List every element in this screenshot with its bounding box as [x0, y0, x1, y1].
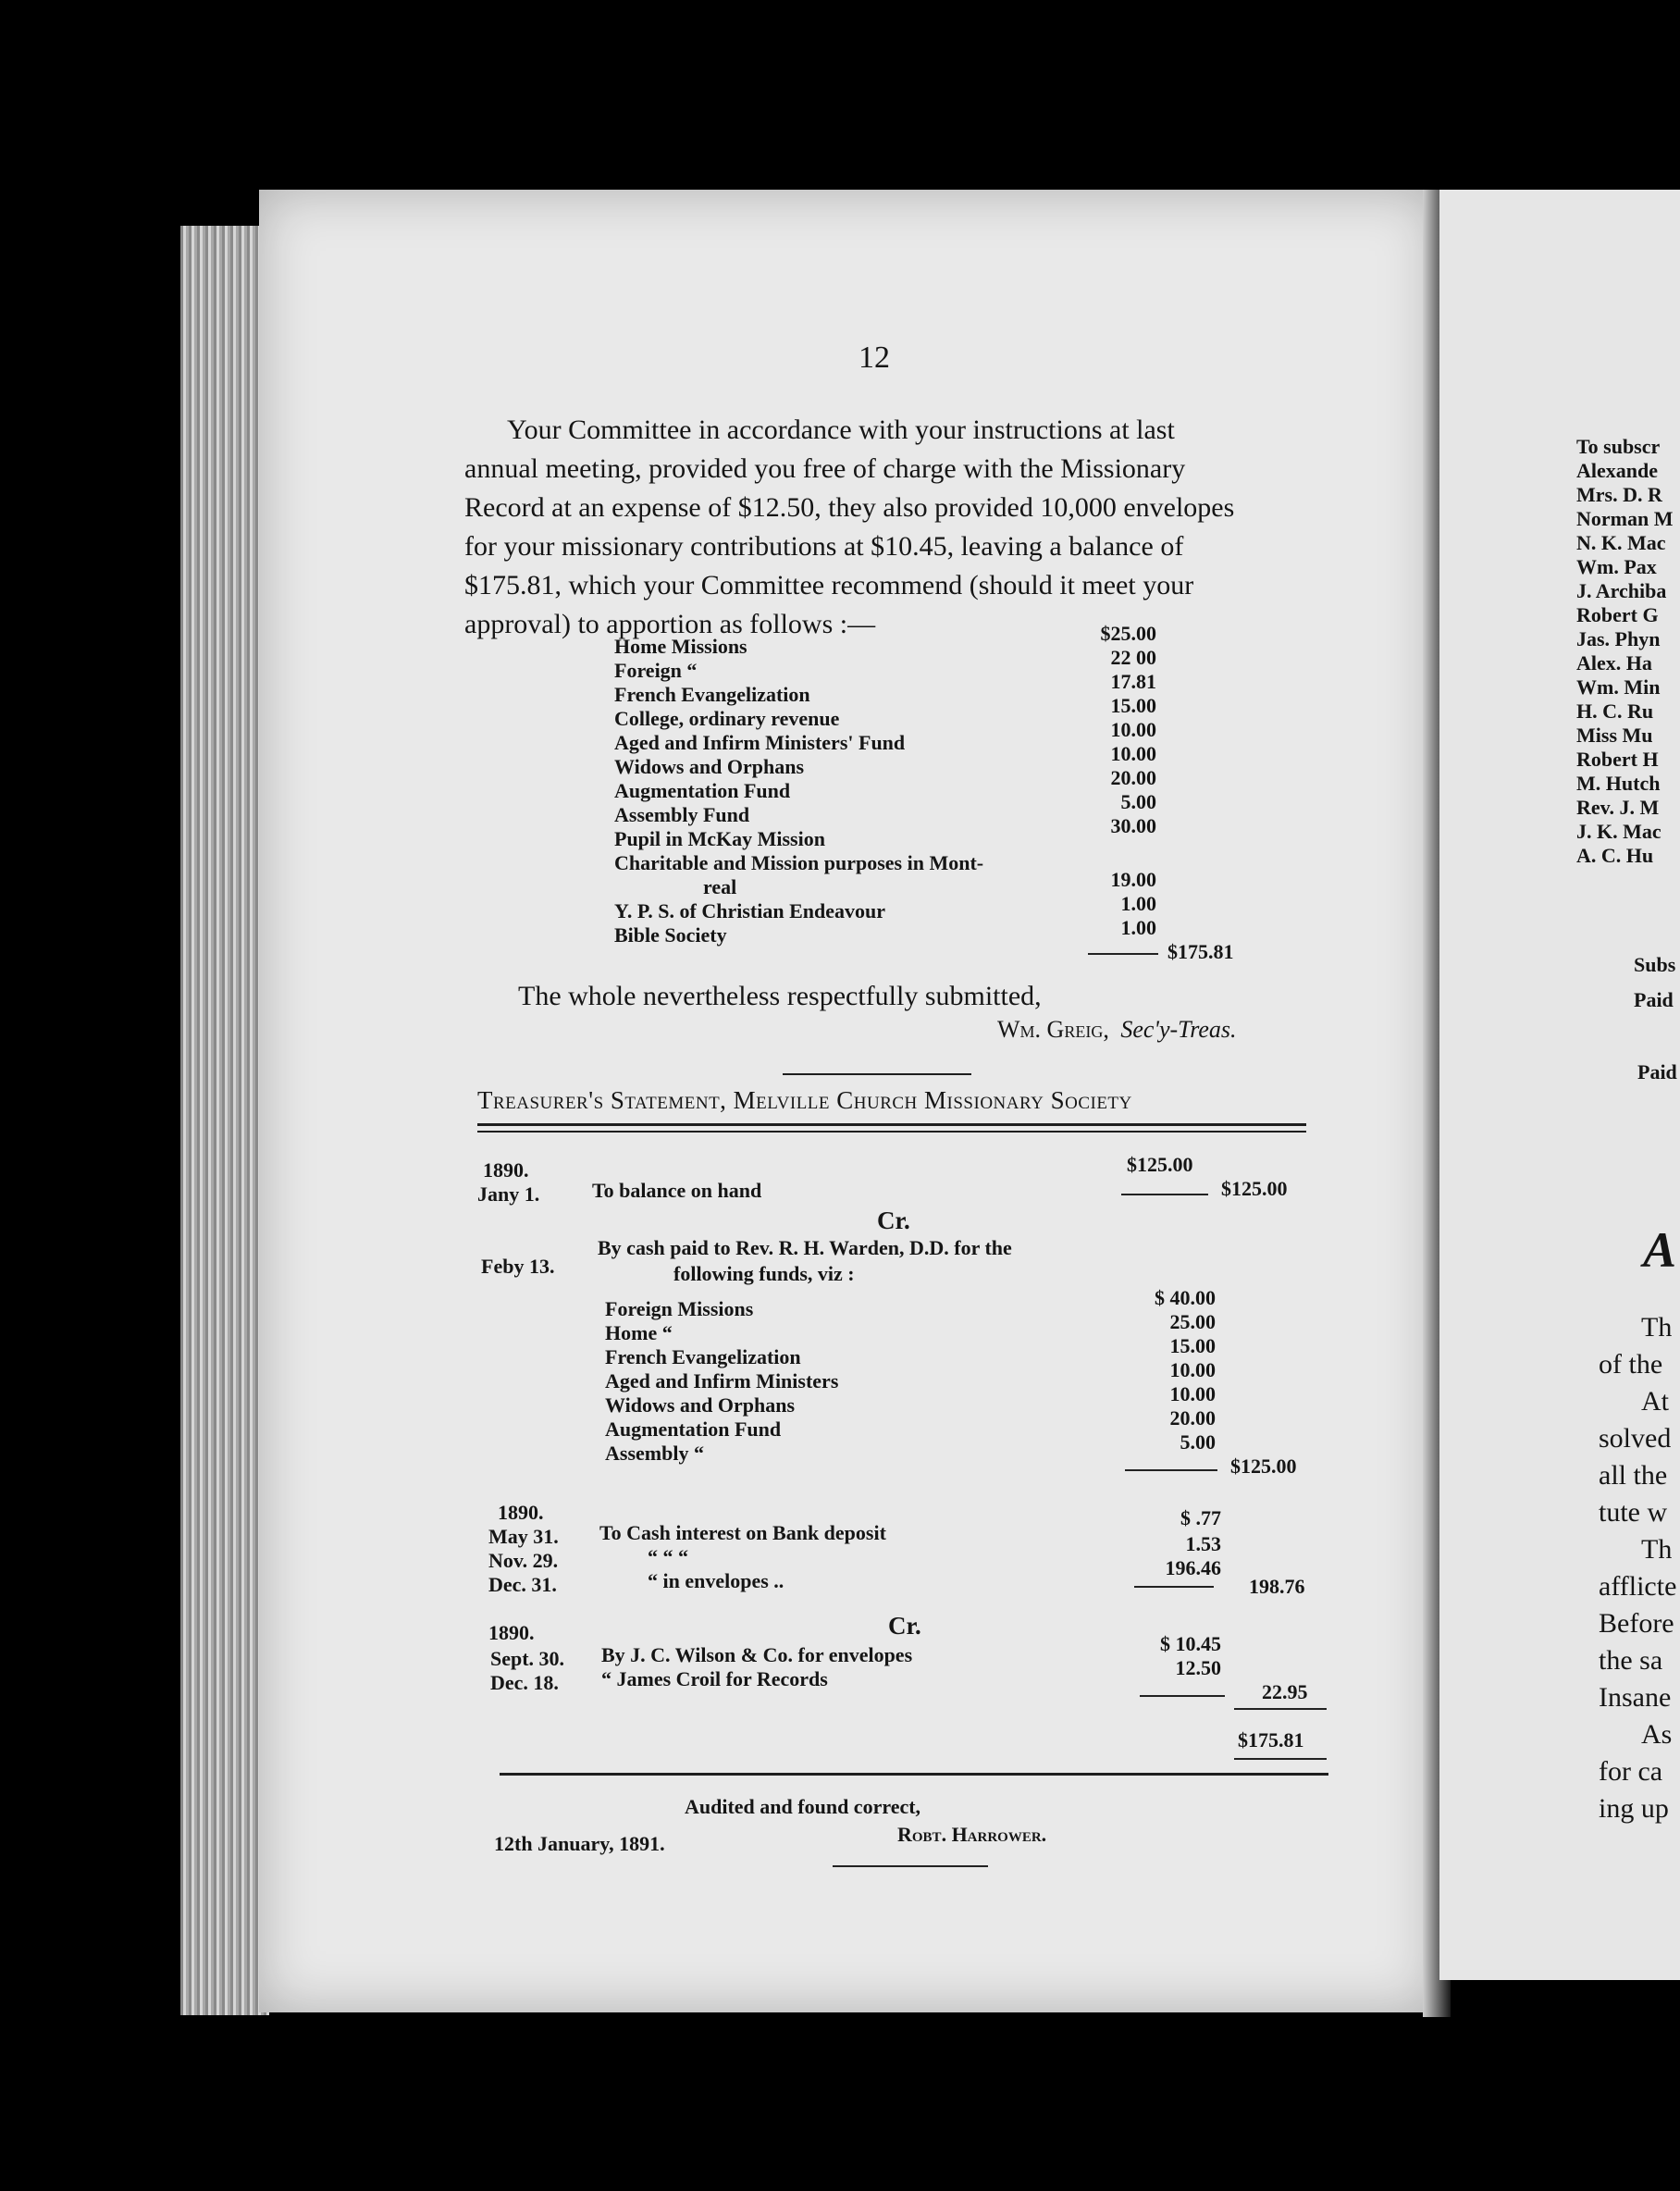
- signature-name: Wm. Greig,: [997, 1016, 1109, 1043]
- apportion-amount: 1.00: [1120, 916, 1156, 939]
- right-para-line: Th: [1641, 1312, 1673, 1343]
- interest-date: May 31.: [488, 1525, 559, 1548]
- opening-amount: $125.00: [1127, 1153, 1193, 1176]
- interest-date: Nov. 29.: [488, 1549, 559, 1572]
- intro-line-3: Record at an expense of $12.50, they also provided 10,000 envelopes: [464, 492, 1235, 523]
- apportion-label: Charitable and Mission purposes in Mont-: [614, 851, 984, 874]
- opening-total: $125.00: [1221, 1177, 1288, 1200]
- apportion-label: Augmentation Fund: [614, 779, 791, 802]
- right-subs: Subs: [1634, 953, 1676, 976]
- signature-title: Sec'y-Treas.: [1120, 1016, 1237, 1043]
- audit-rule: [500, 1773, 1328, 1776]
- interest-amount: 1.53: [1185, 1532, 1221, 1555]
- apportion-amount: 17.81: [1110, 670, 1156, 693]
- title-rule-1: [477, 1123, 1306, 1126]
- apportion-amount: 1.00: [1120, 892, 1156, 915]
- intro-line-1: Your Committee in accordance with your instructions at last: [507, 415, 1175, 445]
- expense-cr: Cr.: [888, 1612, 921, 1640]
- intro-line-5: $175.81, which your Committee recommend (should it meet your: [464, 570, 1194, 600]
- right-para-line: all the: [1599, 1460, 1668, 1491]
- intro-line-6: approval) to apportion as follows :—: [464, 609, 876, 639]
- right-line: Norman M: [1576, 507, 1674, 530]
- right-line: H. C. Ru: [1576, 699, 1654, 723]
- apportion-label: Foreign “: [614, 659, 698, 682]
- apportion-label: Pupil in McKay Mission: [614, 827, 825, 850]
- expense-total: 22.95: [1262, 1680, 1308, 1703]
- right-line: A. C. Hu: [1576, 844, 1654, 867]
- payment-text-2: following funds, viz :: [673, 1262, 855, 1285]
- apportion-amount: 30.00: [1110, 814, 1156, 837]
- right-line: M. Hutch: [1576, 772, 1661, 795]
- right-line: Mrs. D. R: [1576, 483, 1662, 506]
- closing-line: The whole nevertheless respectfully submitted,: [518, 981, 1042, 1011]
- right-line: Rev. J. M: [1576, 796, 1660, 819]
- right-paid: Paid: [1637, 1060, 1677, 1083]
- section-divider: [783, 1073, 971, 1075]
- interest-date: Dec. 31.: [488, 1573, 557, 1596]
- title-rule-2: [477, 1131, 1306, 1133]
- opening-year: 1890.: [483, 1158, 529, 1182]
- apportion-label: Y. P. S. of Christian Endeavour: [614, 899, 885, 922]
- fund-amount: 25.00: [1169, 1310, 1216, 1333]
- sum-rule: [1140, 1695, 1225, 1697]
- right-line: J. K. Mac: [1576, 820, 1661, 843]
- interest-amount: 196.46: [1165, 1556, 1221, 1579]
- fund-amount: 5.00: [1180, 1430, 1216, 1454]
- apportion-label: French Evangelization: [614, 683, 810, 706]
- fund-label: Widows and Orphans: [605, 1393, 796, 1417]
- balance-rule-top: [1234, 1708, 1327, 1710]
- right-para-line: Before: [1599, 1608, 1674, 1639]
- interest-amount: $ .77: [1180, 1506, 1221, 1529]
- right-line: Robert G: [1576, 603, 1659, 626]
- sum-rule: [1125, 1469, 1217, 1471]
- final-balance: $175.81: [1238, 1728, 1304, 1752]
- audit-text: Audited and found correct,: [685, 1795, 921, 1818]
- apportion-amount: 20.00: [1110, 766, 1156, 789]
- right-para-line: ing up: [1599, 1793, 1669, 1824]
- right-para-line: afflicte: [1599, 1571, 1677, 1602]
- right-paid: Paid: [1634, 988, 1674, 1011]
- right-line: J. Archiba: [1576, 579, 1667, 602]
- sum-rule: [1088, 953, 1158, 955]
- signature: [997, 1016, 1237, 1044]
- apportion-amount: 5.00: [1120, 790, 1156, 813]
- fund-amount: $ 40.00: [1155, 1286, 1216, 1309]
- apportion-amount: $25.00: [1100, 622, 1156, 645]
- fund-amount: 10.00: [1169, 1358, 1216, 1381]
- cr-heading: Cr.: [877, 1207, 910, 1234]
- page-number: 12: [859, 340, 890, 375]
- audit-underline: [833, 1865, 988, 1867]
- statement-title: Treasurer's Statement, Melville Church Missionary Society: [477, 1086, 1132, 1114]
- apportion-label: Bible Society: [614, 923, 727, 947]
- right-line: Jas. Phyn: [1576, 627, 1661, 650]
- fund-amount: 15.00: [1169, 1334, 1216, 1357]
- fund-label: Assembly “: [605, 1442, 704, 1465]
- apportion-amount: 15.00: [1110, 694, 1156, 717]
- opening-date: Jany 1.: [477, 1182, 540, 1206]
- apportion-amount: 19.00: [1110, 868, 1156, 891]
- fund-label: French Evangelization: [605, 1345, 801, 1368]
- interest-text: To Cash interest on Bank deposit: [599, 1521, 886, 1544]
- apportion-label: College, ordinary revenue: [614, 707, 840, 730]
- expense-amount: $ 10.45: [1160, 1632, 1221, 1655]
- right-para-line: of the: [1599, 1349, 1663, 1380]
- interest-year: 1890.: [498, 1501, 544, 1524]
- apportion-label: Home Missions: [614, 635, 747, 658]
- apportion-label: Aged and Infirm Ministers' Fund: [614, 731, 906, 754]
- payment-text-1: By cash paid to Rev. R. H. Warden, D.D. for the: [598, 1236, 1012, 1259]
- expense-date: Sept. 30.: [490, 1647, 565, 1670]
- right-line: N. K. Mac: [1576, 531, 1666, 554]
- apportion-total: $175.81: [1167, 940, 1234, 963]
- right-line: Wm. Pax: [1576, 555, 1657, 578]
- right-para-line: Th: [1641, 1534, 1673, 1565]
- expense-text: “ James Croil for Records: [601, 1667, 828, 1690]
- sum-rule: [1121, 1194, 1208, 1195]
- interest-total: 198.76: [1249, 1575, 1305, 1598]
- right-line: To subscr: [1576, 435, 1661, 458]
- right-line: Wm. Min: [1576, 675, 1661, 699]
- interest-text: “ “ “: [648, 1545, 688, 1568]
- right-para-line: tute w: [1599, 1497, 1668, 1528]
- intro-line-4: for your missionary contributions at $10.45, leaving a balance of: [464, 531, 1184, 562]
- expense-text: By J. C. Wilson & Co. for envelopes: [601, 1643, 913, 1666]
- fund-label: Home “: [605, 1321, 673, 1344]
- apportion-label: real: [703, 875, 737, 898]
- right-para-line: As: [1641, 1719, 1673, 1750]
- apportion-label: Assembly Fund: [614, 803, 750, 826]
- sum-rule: [1134, 1586, 1214, 1588]
- payment-total: $125.00: [1230, 1454, 1297, 1478]
- right-para-line: Insane: [1599, 1682, 1672, 1713]
- expense-year: 1890.: [488, 1621, 535, 1644]
- page-edges: [180, 226, 269, 2015]
- apportion-amount: 10.00: [1110, 718, 1156, 741]
- right-line: Robert H: [1576, 748, 1659, 771]
- auditor-name: Robt. Harrower.: [897, 1823, 1047, 1846]
- fund-amount: 10.00: [1169, 1382, 1216, 1405]
- apportion-amount: 22 00: [1110, 646, 1156, 669]
- right-para-line: for ca: [1599, 1756, 1663, 1787]
- fund-label: Augmentation Fund: [605, 1417, 782, 1441]
- apportion-label: Widows and Orphans: [614, 755, 805, 778]
- opening-text: To balance on hand: [592, 1179, 762, 1202]
- right-drop-heading: A: [1643, 1222, 1677, 1278]
- right-para-line: the sa: [1599, 1645, 1663, 1676]
- fund-label: Aged and Infirm Ministers: [605, 1369, 839, 1393]
- right-line: Alex. Ha: [1576, 651, 1652, 675]
- fund-amount: 20.00: [1169, 1406, 1216, 1430]
- payment-date: Feby 13.: [481, 1255, 555, 1278]
- right-line: Miss Mu: [1576, 724, 1653, 747]
- expense-date: Dec. 18.: [490, 1671, 559, 1694]
- right-para-line: solved: [1599, 1423, 1672, 1454]
- right-para-line: At: [1641, 1386, 1669, 1417]
- apportion-amount: 10.00: [1110, 742, 1156, 765]
- audit-date: 12th January, 1891.: [494, 1832, 665, 1855]
- expense-amount: 12.50: [1175, 1656, 1221, 1679]
- fund-label: Foreign Missions: [605, 1297, 754, 1320]
- right-line: Alexande: [1576, 459, 1658, 482]
- balance-rule-bottom: [1234, 1758, 1327, 1760]
- interest-text: “ in envelopes ..: [648, 1569, 784, 1592]
- intro-line-2: annual meeting, provided you free of charge with the Missionary: [464, 453, 1186, 484]
